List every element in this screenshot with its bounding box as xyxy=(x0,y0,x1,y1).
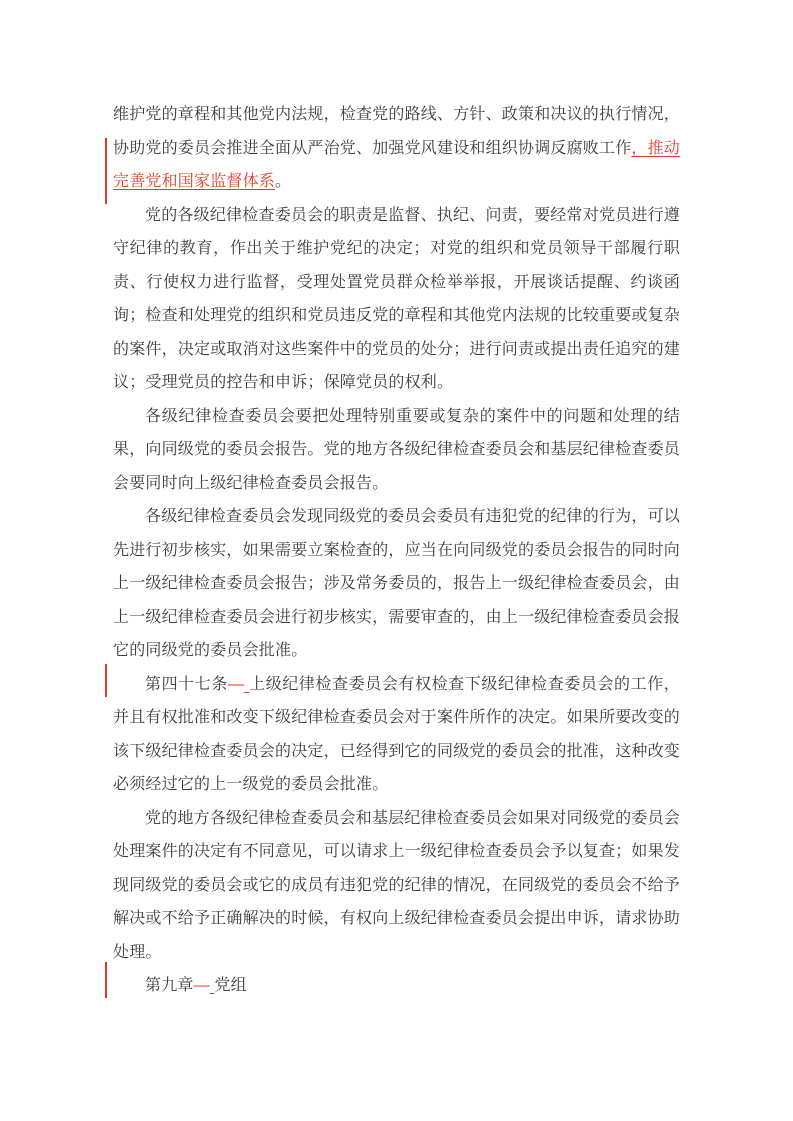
paragraph xyxy=(113,98,680,199)
inserted-text-run: — xyxy=(227,675,245,693)
text-run: 第四十七条 xyxy=(145,675,228,693)
document-content xyxy=(113,98,680,1003)
revision-change-bar xyxy=(105,664,107,697)
inserted-text-run: — xyxy=(193,977,210,994)
text-run: 各级纪律检查委员会要把处理特别重要或复杂的案件中的问题和处理的结果，向同级党的委员会报告。党的地方各级纪律检查委员会和基层纪律检查委员会要同时向上级纪律检查委员会报告。 xyxy=(113,407,681,492)
revision-change-bar xyxy=(105,962,107,998)
paragraph xyxy=(113,500,680,668)
text-run: 党组 xyxy=(214,977,247,994)
text-run: 党的各级纪律检查委员会的职责是监督、执纪、问责，要经常对党员进行遵守纪律的教育，作出关于维护党纪的决定；对党的组织和党员领导干部履行职责、行使权力进行监督，受理处置党员群众检举举报，开展谈话提醒、约谈函询；检查和处理党的组织和党员违反党的章程和其他党内法规的比较重要或复杂的案件，决定或取消对这些案件中的党员的处分；进行问责或提出责任追究的建议；受理党员的控告和申诉；保障党员的权利。 xyxy=(113,206,681,391)
text-run: 党的地方各级纪律检查委员会和基层纪律检查委员会如果对同级党的委员会处理案件的决定有不同意见，可以请求上一级纪律检查委员会予以复查；如果发现同级党的委员会或它的成员有违犯党的纪律的情况，在同级党的委员会不给予解决或不给予正确解决的时候，有权向上级纪律检查委员会提出申诉，请求协助处理。 xyxy=(113,809,681,961)
text-run: 第九章 xyxy=(145,977,194,994)
paragraph xyxy=(113,199,680,400)
paragraph xyxy=(113,668,680,802)
paragraph xyxy=(113,802,680,970)
paragraph xyxy=(113,400,680,501)
text-run: 上级纪律检查委员会有权检查下级纪律检查委员会的工作，并且有权批准和改变下级纪律检查委员会对于案件所作的决定。如果所要改变的该下级纪律检查委员会的决定，已经得到它的同级党的委员会的批准，这种改变必须经过它的上一级党的委员会批准。 xyxy=(113,675,681,793)
text-run: 各级纪律检查委员会发现同级党的委员会委员有违犯党的纪律的行为，可以先进行初步核实，如果需要立案检查的，应当在向同级党的委员会报告的同时向上一级纪律检查委员会报告；涉及常务委员的，报告上一级纪律检查委员会，由上一级纪律检查委员会进行初步核实，需要审查的，由上一级纪律检查委员会报它的同级党的委员会批准。 xyxy=(113,508,681,659)
text-run: 。 xyxy=(275,173,292,190)
revision-change-bar xyxy=(105,138,107,204)
paragraph xyxy=(113,969,680,1003)
inserted-text-run: ，推动完善党和国家监督体系 xyxy=(113,139,681,190)
text-run: 维护党的章程和其他党内法规，检查党的路线、方针、政策和决议的执行情况，协助党的委员会推进全面从严治党、加强党风建设和组织协调反腐败工作 xyxy=(113,106,681,157)
